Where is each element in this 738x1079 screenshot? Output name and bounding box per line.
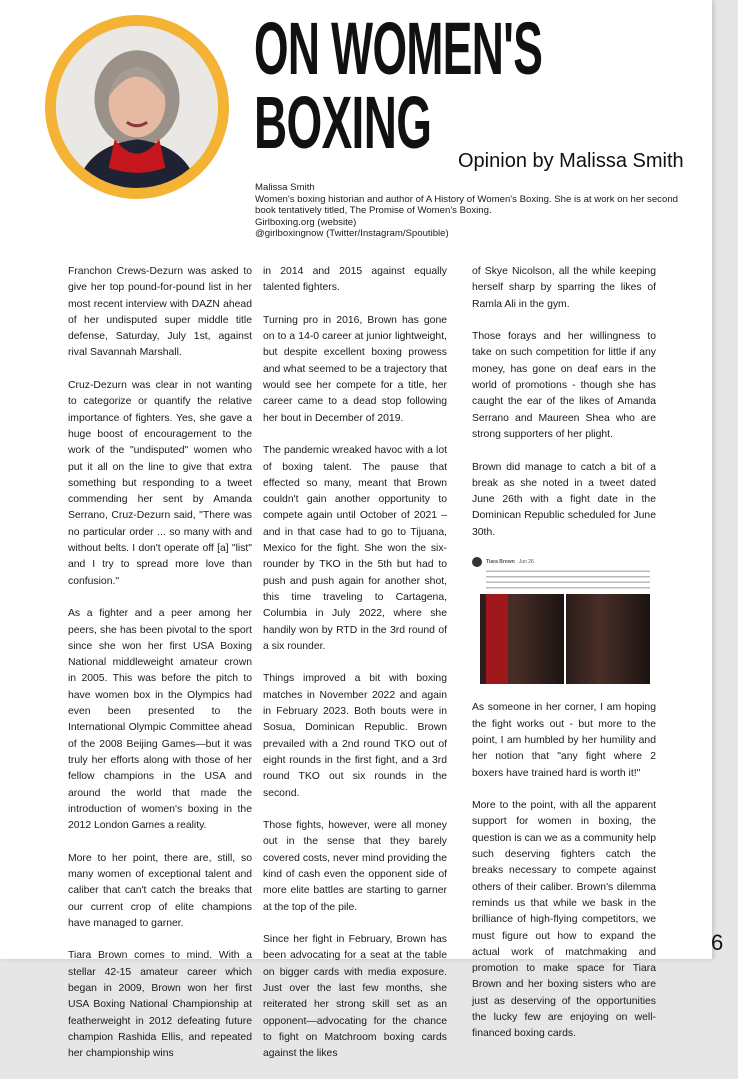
tweet-photos bbox=[480, 594, 650, 684]
paragraph: of Skye Nicolson, all the while keeping herself sharp by sparring the likes of Ramla Ali in the gym. bbox=[472, 266, 656, 310]
bio-text: book tentatively titled, The Promise of Women's Boxing. bbox=[255, 205, 492, 217]
paragraph: The pandemic wreaked havoc with a lot of boxing talent. The pause that effected so many, meant that Brown couldn't gain another opportunity to compete again until October of 2021 – and in that case had to go to Tijuana, Mexico for the fight. She won the six-rounder by TKO in the 5th but had to push and push again for another shot, this time traveling to Cartagena, Columbia in July 2022, where she handily won by RTD in the 3rd round of a six rounder. bbox=[263, 445, 447, 652]
bio-website: Girlboxing.org (website) bbox=[255, 216, 357, 228]
tweet-photo bbox=[566, 594, 650, 684]
title-line: BOXING bbox=[254, 81, 432, 164]
author-bio bbox=[255, 182, 685, 240]
byline: Opinion by Malissa Smith bbox=[458, 150, 684, 172]
article-column-3 bbox=[472, 264, 656, 1059]
paragraph: As someone in her corner, I am hoping the fight works out - but more to the point, I am humbled by her humility and her notion that "any fight where 2 boxers have trained hard is worth it!" bbox=[472, 702, 656, 779]
bio-name: Malissa Smith bbox=[255, 182, 315, 193]
paragraph: Franchon Crews-Dezurn was asked to give her top pound-for-pound list in her most recent interview with DAZN ahead of her undisputed super middle title defense, Saturday, July 1st, against rival Savannah Marshall. bbox=[68, 266, 252, 359]
paragraph: Things improved a bit with boxing matches in November 2022 and again in February 2023. Both bouts were in Sosua, Dominican Republic. Brown prevailed with a 2nd round TKO out of eight rounds in the first fight, and a 3rd round TKO out six rounds in the second. bbox=[263, 673, 447, 799]
paragraph: Those forays and her willingness to take on such competition for little if any money, has gone on deaf ears in the world of promotions - though she has caught the ear of the likes of Amanda Serrano and Maureen Shea who are strong supporters of her plight. bbox=[472, 331, 656, 440]
tweet-photo bbox=[480, 594, 564, 684]
paragraph: Tiara Brown comes to mind. With a stellar 42-15 amateur career which began in 2009, Brown won her first USA Boxing National Championship at featherweight in 2012 defeating future champion Rashida Ellis, and repeated her championship wins bbox=[68, 950, 252, 1060]
paragraph: More to the point, with all the apparent support for women in boxing, the question is can we as a community help such deserving fighters catch the breaks necessary to compete against others of their caliber. Brown's dilemma reminds us that while we bask in the brilliance of high-flying competitors, we must figure out how to expand the actual work of matchmaking and promotion to make space for Tiara Brown and her boxing sisters who are just as deserving of the opportunities the lucky few are enjoying on well-financed boxing cards. bbox=[472, 800, 656, 1040]
paragraph: Brown did manage to catch a bit of a break as she noted in a tweet dated June 26th with a fight date in the Dominican Republic scheduled for June 30th. bbox=[472, 461, 656, 538]
paragraph: Since her fight in February, Brown has been advocating for a seat at the table on bigger cards with media exposure. Just over the last few months, she reiterated her strong skill set as an opponent—advocating for the chance to fight on Matchroom boxing cards against the likes bbox=[263, 934, 447, 1060]
tweet-date: Jun 26 bbox=[518, 559, 534, 566]
bio-social: @girlboxingnow (Twitter/Instagram/Spoutible) bbox=[255, 228, 449, 240]
paragraph: More to her point, there are, still, so many women of exceptional talent and caliber that can't catch the breaks that our current crop of elite champions have managed to garner. bbox=[68, 852, 252, 929]
paragraph: in 2014 and 2015 against equally talented fighters. bbox=[263, 266, 447, 294]
tweet-avatar bbox=[472, 557, 482, 567]
page-number: 6 bbox=[711, 930, 724, 955]
tweet-text bbox=[486, 569, 650, 591]
article-column-2 bbox=[263, 264, 447, 1079]
bio-text: Women's boxing historian and author of A History of Women's Boxing. She is at work on her second bbox=[255, 193, 678, 205]
paragraph: Those fights, however, were all money out in the sense that they barely covered costs, never mind providing the kind of cash even the opponent side of more elite battles are starting to garner at the top of the pile. bbox=[263, 820, 447, 913]
title-line: ON WOMEN'S bbox=[254, 7, 543, 90]
embedded-tweet bbox=[472, 557, 650, 684]
tweet-author: Tiara Brown bbox=[486, 559, 515, 566]
author-portrait-image bbox=[56, 26, 218, 188]
article-column-1 bbox=[68, 264, 252, 1079]
paragraph: As a fighter and a peer among her peers, she has been pivotal to the sport since she won her first USA Boxing National middleweight amateur crown in 2005. This was before the pitch to have women box in the Olympics had even been presented to the International Olympic Committee ahead of the 2008 Beijing Games—but it was truly her efforts along with those of her fellow champions in the USA and around the world that made the introduction of women's boxing in the 2012 London Games a reality. bbox=[68, 608, 252, 832]
paragraph: Turning pro in 2016, Brown has gone on to a 14-0 career at junior lightweight, but despite excellent boxing prowess and what seemed to be a trajectory that would see her compete for a title, her career came to a dead stop following her bout in December of 2019. bbox=[263, 314, 447, 424]
author-photo bbox=[45, 15, 229, 199]
paragraph: Cruz-Dezurn was clear in not wanting to categorize or quantify the relative importance of fighters. Yes, she gave a huge boost of encouragement to the work of the "undisputed" women who put it all on the line to give that extra something but responding to a tweet commending her sent by Amanda Serrano, Cruz-Dezurn said, "There was no particular order ... so many with and without belts. I don't operate off [a] "list" and I try to spread more love than confusion." bbox=[68, 380, 252, 587]
